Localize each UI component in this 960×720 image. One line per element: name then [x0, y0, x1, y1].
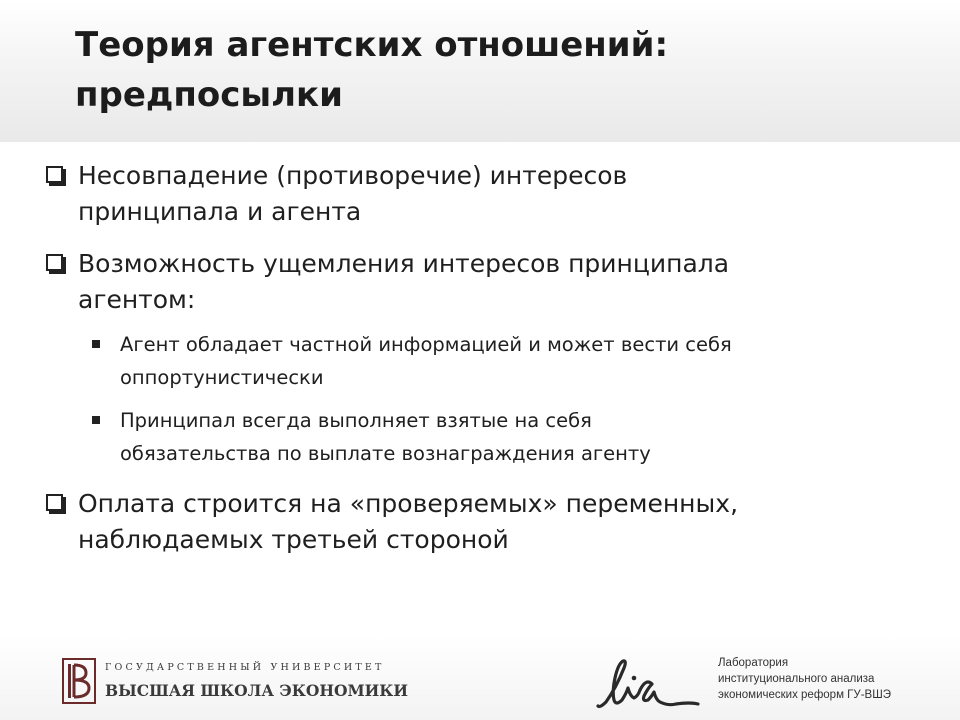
- lia-mark-text: lia: [594, 648, 596, 649]
- lab-line: институционального анализа: [718, 673, 875, 685]
- checkbox-bullet-icon: [46, 494, 63, 511]
- sub-bullet-line: обязательства по выплате вознаграждения агенту: [120, 442, 651, 465]
- bullet-item: [44, 486, 934, 558]
- sub-bullet-line: оппортунистически: [120, 366, 324, 389]
- slide-title: [75, 20, 935, 120]
- sub-bullet-item: [90, 404, 934, 470]
- hse-university-line: ГОСУДАРСТВЕННЫЙ УНИВЕРСИТЕТ: [105, 662, 385, 673]
- sub-bullet-list: [90, 328, 934, 470]
- slide-title-line2: предпосылки: [75, 75, 343, 115]
- bullet-line: Оплата строится на «проверяемых» переменных,: [78, 489, 739, 518]
- bullet-line: Возможность ущемления интересов принципала: [78, 249, 730, 278]
- lab-line: экономических реформ ГУ-ВШЭ: [718, 689, 892, 701]
- bullet-list: [44, 158, 934, 574]
- lab-line: Лаборатория: [718, 657, 789, 669]
- sub-bullet-line: Принципал всегда выполняет взятые на себя: [120, 409, 592, 432]
- hse-name-line: ВЫСШАЯ ШКОЛА ЭКОНОМИКИ: [105, 681, 409, 700]
- hse-logo-icon: [62, 658, 96, 704]
- bullet-line: принципала и агента: [78, 197, 362, 226]
- bullet-line: наблюдаемых третьей стороной: [78, 525, 509, 554]
- checkbox-bullet-icon: [46, 254, 63, 271]
- bullet-line: Несовпадение (противоречие) интересов: [78, 161, 628, 190]
- slide-title-line1: Теория агентских отношений:: [75, 25, 669, 65]
- bullet-line: агентом:: [78, 285, 196, 314]
- checkbox-bullet-icon: [46, 166, 63, 183]
- square-bullet-icon: [92, 416, 100, 424]
- bullet-item: [44, 158, 934, 230]
- sub-bullet-line: Агент обладает частной информацией и может вести себя: [120, 333, 732, 356]
- lab-name-block: [718, 655, 948, 703]
- lia-logo-icon: [594, 648, 706, 712]
- square-bullet-icon: [92, 340, 100, 348]
- sub-bullet-item: [90, 328, 934, 394]
- bullet-item: [44, 246, 934, 470]
